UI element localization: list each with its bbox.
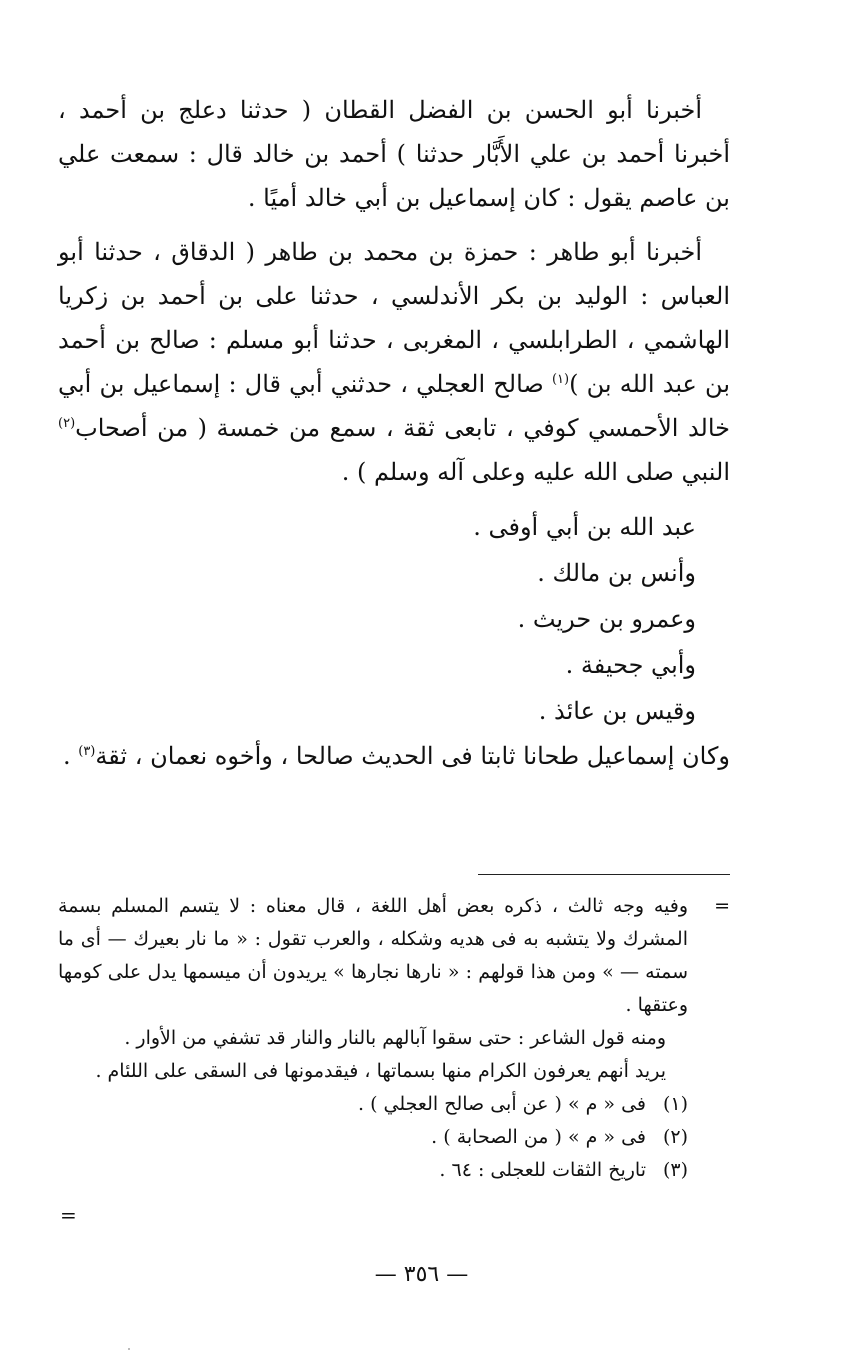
closing-end: . bbox=[62, 742, 79, 770]
footnotes-section bbox=[58, 890, 730, 1187]
paragraph-2 bbox=[58, 230, 730, 494]
footnote-text: فى « م » ( من الصحابة ) . bbox=[431, 1126, 646, 1148]
footnote-number: (١) bbox=[662, 1093, 688, 1115]
footnote-divider bbox=[478, 874, 730, 875]
footnote-ref-2[interactable]: (٢) bbox=[58, 416, 76, 431]
continuation-mark: = bbox=[714, 895, 730, 917]
footnote-text: فى « م » ( عن أبى صالح العجلي ) . bbox=[358, 1093, 646, 1115]
page-number: — ٣٥٦ — bbox=[374, 1262, 469, 1287]
continuation-end-mark: = bbox=[60, 1203, 77, 1227]
note-paragraph-1: وفيه وجه ثالث ، ذكره بعض أهل اللغة ، قال معناه : لا يتسم المسلم بسمة المشرك ولا يتشبه به فى هديه وشكله ، والعرب تقول : « ما نار بعيرك — أى ما سمته — » ومن هذا قولهم : « نارها نجارها » يريدون أن ميسمها يدل على كومها وعتقها . bbox=[58, 895, 688, 1016]
closing-text: وكان إسماعيل طحانا ثابتا فى الحديث صالحا ، وأخوه نعمان ، ثقة bbox=[95, 742, 730, 770]
footnote-ref-3[interactable]: (٣) bbox=[78, 744, 96, 759]
note-paragraph-2: يريد أنهم يعرفون الكرام منها بسماتها ، فيقدمونها فى السقى على اللئام . bbox=[95, 1060, 666, 1082]
paragraph-2-text-c: النبي صلى الله عليه وعلى آله وسلم ) . bbox=[341, 458, 730, 486]
note-poem-line: ومنه قول الشاعر : حتى سقوا آبالهم بالنار والنار قد تشفي من الأوار . bbox=[124, 1027, 666, 1049]
list-item: وعمرو بن حريث . bbox=[517, 605, 696, 633]
list-item: وقيس بن عائذ . bbox=[538, 697, 696, 725]
closing-paragraph bbox=[58, 734, 730, 778]
paragraph-2-text-b: صالح العجلي ، حدثني أبي قال : إسماعيل بن أبي خالد الأحمسي كوفي ، تابعى ثقة ، سمع من خمسة ( من أصحاب bbox=[58, 370, 730, 442]
scan-speck bbox=[128, 1348, 130, 1350]
footnote-2 bbox=[58, 1121, 730, 1154]
list-item: وأبي جحيفة . bbox=[565, 651, 696, 679]
footnote-text: تاريخ الثقات للعجلى : ٦٤ . bbox=[439, 1159, 646, 1181]
list-item: عبد الله بن أبي أوفى . bbox=[473, 513, 696, 541]
paragraph-1 bbox=[58, 88, 730, 220]
paragraph-1-text: أخبرنا أبو الحسن بن الفضل القطان ( حدثنا دعلج بن أحمد ، أخبرنا أحمد بن علي الأَبَّار حدثنا ) أحمد بن خالد قال : سمعت علي بن عاصم يقول : كان إسماعيل بن أبي خالد أميًا . bbox=[58, 96, 730, 212]
companions-list bbox=[58, 504, 730, 734]
footnote-3 bbox=[58, 1154, 730, 1187]
list-item: وأنس بن مالك . bbox=[537, 559, 696, 587]
footnote-1 bbox=[58, 1088, 730, 1121]
footnote-ref-1[interactable]: (١) bbox=[551, 372, 570, 387]
footnote-number: (٣) bbox=[662, 1159, 688, 1181]
footnote-number: (٢) bbox=[662, 1126, 688, 1148]
main-text bbox=[58, 88, 730, 788]
paragraph-2-text-a: أخبرنا أبو طاهر : حمزة بن محمد بن طاهر ( الدقاق ، حدثنا أبو العباس : الوليد بن بكر الأندلسي ، حدثنا على بن أحمد بن زكريا الهاشمي ، الطرابلسي ، المغربى ، حدثنا أبو مسلم : صالح بن أحمد بن عبد الله بن ) bbox=[58, 238, 731, 398]
